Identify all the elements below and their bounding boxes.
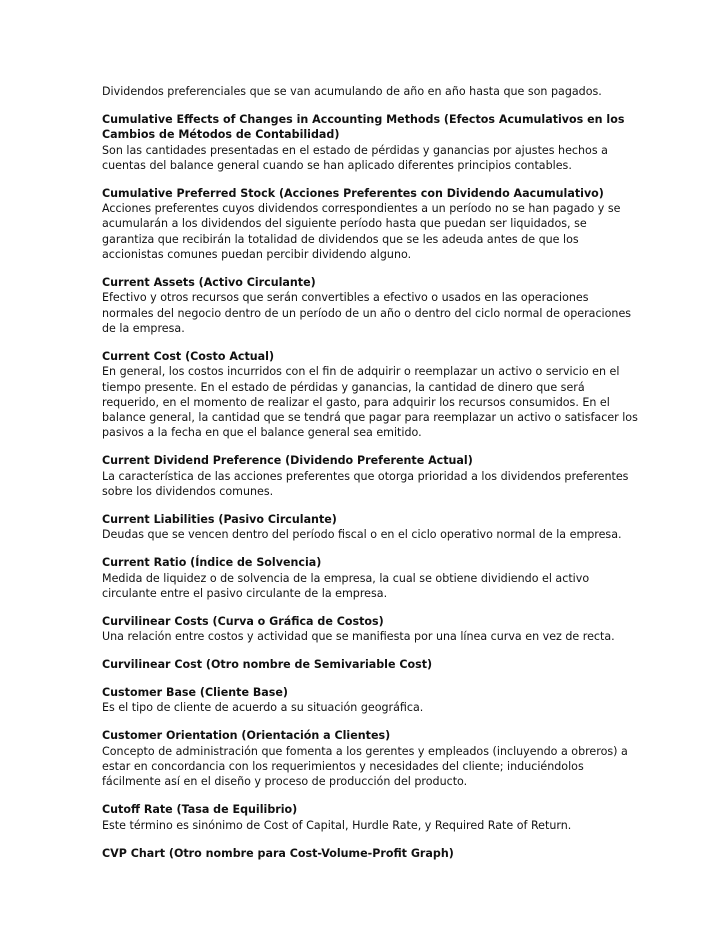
entry-term: CVP Chart (Otro nombre para Cost-Volume-Profit Graph): [102, 846, 454, 860]
entry-term: Current Cost (Costo Actual): [102, 349, 275, 363]
entry-term: Current Ratio (Índice de Solvencia): [102, 556, 322, 570]
glossary-entry: [102, 614, 642, 645]
entry-term: Curvilinear Costs (Curva o Gráfica de Costos): [102, 614, 384, 628]
entry-term: Cutoff Rate (Tasa de Equilibrio): [102, 803, 298, 817]
entry-definition: Concepto de administración que fomenta a los gerentes y empleados (incluyendo a obreros) a estar en concordancia con los requerimientos y necesidades del cliente; induciéndolos fácilmente así en el diseño y proceso de producción del producto.: [102, 744, 628, 789]
glossary-entry: [102, 453, 642, 499]
entry-term: Customer Base (Cliente Base): [102, 686, 288, 700]
entry-term: Curvilinear Cost (Otro nombre de Semivariable Cost): [102, 658, 433, 672]
entry-term: Current Assets (Activo Circulante): [102, 276, 316, 290]
entry-definition: La característica de las acciones preferentes que otorga prioridad a los dividendos preferentes sobre los dividendos comunes.: [102, 469, 629, 498]
entry-term: Cumulative Effects of Changes in Accounting Methods (Efectos Acumulativos en los Cambios de Métodos de Contabilidad): [102, 112, 625, 142]
glossary-entry: [102, 186, 642, 262]
glossary-page: [102, 84, 642, 874]
glossary-entry: [102, 657, 642, 672]
entry-term: Current Dividend Preference (Dividendo Preferente Actual): [102, 454, 473, 468]
entry-term: Customer Orientation (Orientación a Clientes): [102, 729, 391, 743]
entry-term: Cumulative Preferred Stock (Acciones Preferentes con Dividendo Aacumulativo): [102, 186, 604, 200]
glossary-entry: [102, 349, 642, 441]
entry-definition: Este término es sinónimo de Cost of Capital, Hurdle Rate, y Required Rate of Return.: [102, 818, 572, 832]
glossary-entry: [102, 728, 642, 789]
entry-definition: Deudas que se vencen dentro del período fiscal o en el ciclo operativo normal de la empresa.: [102, 528, 622, 542]
glossary-entry: [102, 685, 642, 716]
entry-definition: Una relación entre costos y actividad que se manifiesta por una línea curva en vez de recta.: [102, 630, 615, 644]
entry-definition: Efectivo y otros recursos que serán convertibles a efectivo o usados en las operaciones normales del negocio dentro de un período de un año o dentro del ciclo normal de operaciones de la empresa.: [102, 291, 632, 335]
entry-definition: Medida de liquidez o de solvencia de la empresa, la cual se obtiene dividiendo el activo circulante entre el pasivo circulante de la empresa.: [102, 571, 590, 600]
entry-term: Current Liabilities (Pasivo Circulante): [102, 512, 337, 526]
intro-paragraph: Dividendos preferenciales que se van acumulando de año en año hasta que son pagados.: [102, 85, 602, 98]
glossary-entry: [102, 846, 642, 861]
glossary-entry: [102, 555, 642, 601]
entry-definition: En general, los costos incurridos con el fin de adquirir o reemplazar un activo o servicio en el tiempo presente. En el estado de pérdidas y ganancias, la cantidad de dinero que será requerido, en el momento de realizar el gasto, para adquirir los recursos consumidos. En el balance general, la cantidad que se tendrá que pagar para reemplazar un activo o satisfacer los pasivos a la fecha en que el balance general sea emitido.: [102, 365, 638, 440]
entry-definition: Son las cantidades presentadas en el estado de pérdidas y ganancias por ajustes hechos a cuentas del balance general cuando se han aplicado diferentes principios contables.: [102, 143, 608, 172]
entry-definition: Acciones preferentes cuyos dividendos correspondientes a un período no se han pagado y se acumularán a los dividendos del siguiente período hasta que puedan ser liquidados, se garantiza que recibirán la totalidad de dividendos que se les adeuda antes de que los accionistas comunes puedan percibir dividendo alguno.: [102, 202, 621, 262]
glossary-entry: [102, 112, 642, 173]
glossary-entry: [102, 512, 642, 543]
glossary-entry: [102, 275, 642, 336]
glossary-entry: [102, 802, 642, 833]
entry-definition: Es el tipo de cliente de acuerdo a su situación geográfica.: [102, 701, 424, 715]
